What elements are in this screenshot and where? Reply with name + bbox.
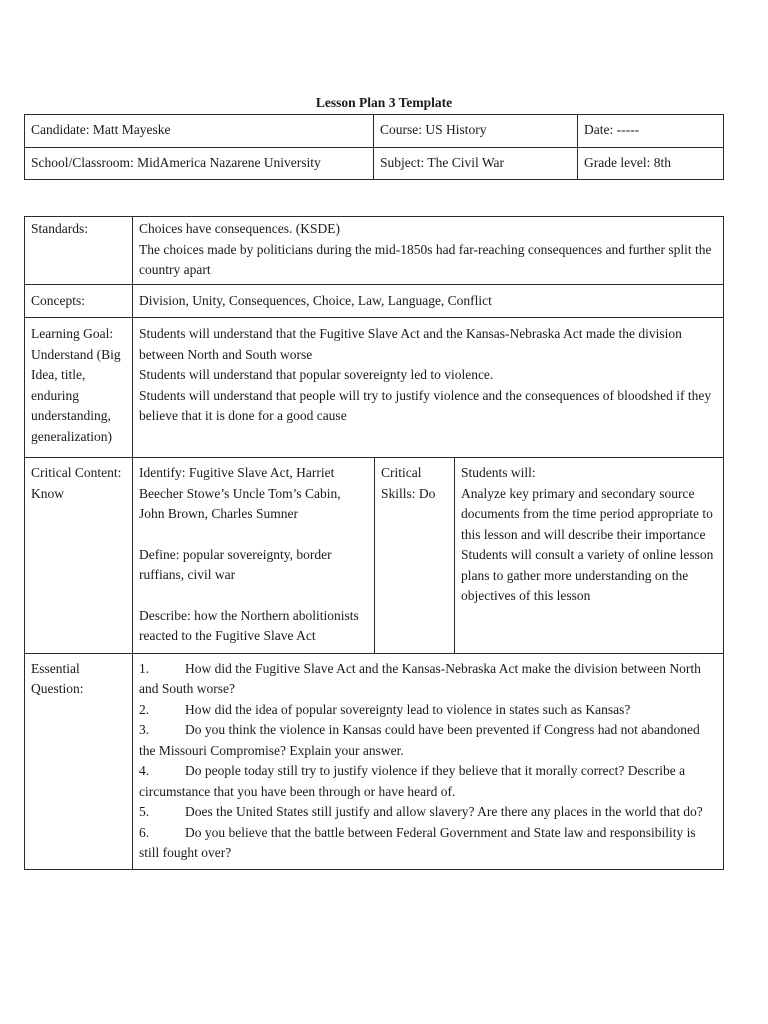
learning-goal-item: Students will understand that people will try to justify violence and the consequences of bloodshed if they believe that it is done for a good cause (139, 387, 712, 423)
essential-question-content (133, 653, 724, 869)
essential-question-item (139, 823, 717, 864)
question-text: Do you think the violence in Kansas could have been prevented if Congress had not abandoned the Missouri Compromise? Explain your answer. (139, 722, 700, 758)
question-text: How did the Fugitive Slave Act and the Kansas-Nebraska Act make the division between North and South worse? (139, 660, 701, 696)
date-cell: Date: ----- (578, 115, 724, 148)
question-number: 2. (139, 701, 150, 717)
candidate-cell: Candidate: Matt Mayeske (25, 115, 374, 148)
concepts-content: Division, Unity, Consequences, Choice, Law, Language, Conflict (133, 284, 724, 318)
course-cell: Course: US History (374, 115, 578, 148)
concepts-label: Concepts: (25, 284, 133, 318)
question-number: 5. (139, 804, 150, 819)
essential-question-item (139, 802, 717, 823)
concepts-row (25, 284, 724, 318)
question-text: Do you believe that the battle between Federal Government and State law and responsibility is still fought over? (139, 824, 696, 860)
spacer (139, 525, 368, 545)
essential-question-row (25, 653, 724, 869)
critical-row (25, 458, 724, 654)
grade-cell: Grade level: 8th (578, 147, 724, 180)
learning-goal-row (25, 318, 724, 458)
question-text: Does the United States still justify and allow slavery? Are there any places in the world that do? (185, 804, 703, 819)
question-text: How did the idea of popular sovereignty lead to violence in states such as Kansas? (185, 701, 631, 717)
question-number: 4. (139, 763, 150, 778)
standards-line-1: Choices have consequences. (KSDE) (139, 221, 340, 236)
header-table (24, 114, 724, 180)
question-text: Do people today still try to justify violence if they believe that it morally correct? Describe a circumstance that you have been through or have heard of. (139, 763, 686, 799)
question-number: 1. (139, 660, 150, 676)
essential-question-item (139, 720, 717, 761)
standards-row (25, 217, 724, 285)
essential-question-item (139, 659, 717, 700)
standards-label: Standards: (25, 217, 133, 285)
subject-cell: Subject: The Civil War (374, 147, 578, 180)
critical-skills-item: Analyze key primary and secondary source documents from the time period appropriate to this lesson and will describe their importance (461, 485, 713, 542)
document-title: Lesson Plan 3 Template (315, 95, 453, 110)
learning-goal-label: Learning Goal: Understand (Big Idea, title, enduring understanding, generalization) (25, 318, 133, 458)
header-row-2 (25, 147, 724, 180)
learning-goal-item: Students will understand that the Fugitive Slave Act and the Kansas-Nebraska Act made the division between North and South worse (139, 326, 682, 362)
critical-skills-cell (455, 458, 724, 654)
standards-line-2: The choices made by politicians during the mid-1850s had far-reaching consequences and further split the country apart (139, 241, 712, 277)
essential-question-item (139, 700, 717, 721)
header-row-1 (25, 115, 724, 148)
critical-content-identify: Identify: Fugitive Slave Act, Harriet Beecher Stowe’s Uncle Tom’s Cabin, John Brown, Charles Sumner (139, 465, 341, 521)
critical-content-label: Critical Content: Know (25, 458, 133, 654)
essential-question-item (139, 761, 717, 802)
learning-goal-item: Students will understand that popular sovereignty led to violence. (139, 367, 494, 382)
critical-content-define: Define: popular sovereignty, border ruffians, civil war (139, 546, 332, 582)
critical-skills-intro: Students will: (461, 465, 536, 480)
critical-content-describe: Describe: how the Northern abolitionists reacted to the Fugitive Slave Act (139, 607, 359, 643)
critical-skills-label: Critical Skills: Do (375, 458, 455, 654)
spacer (139, 586, 368, 606)
lesson-plan-table (24, 216, 724, 870)
critical-content-cell (133, 458, 375, 654)
question-number: 6. (139, 824, 150, 840)
critical-skills-item: Students will consult a variety of online lesson plans to gather more understanding on the objectives of this lesson (461, 547, 714, 603)
school-cell: School/Classroom: MidAmerica Nazarene University (25, 147, 374, 180)
standards-content (133, 217, 724, 285)
learning-goal-content (133, 318, 724, 458)
essential-question-label: Essential Question: (25, 653, 133, 869)
question-number: 3. (139, 722, 150, 737)
